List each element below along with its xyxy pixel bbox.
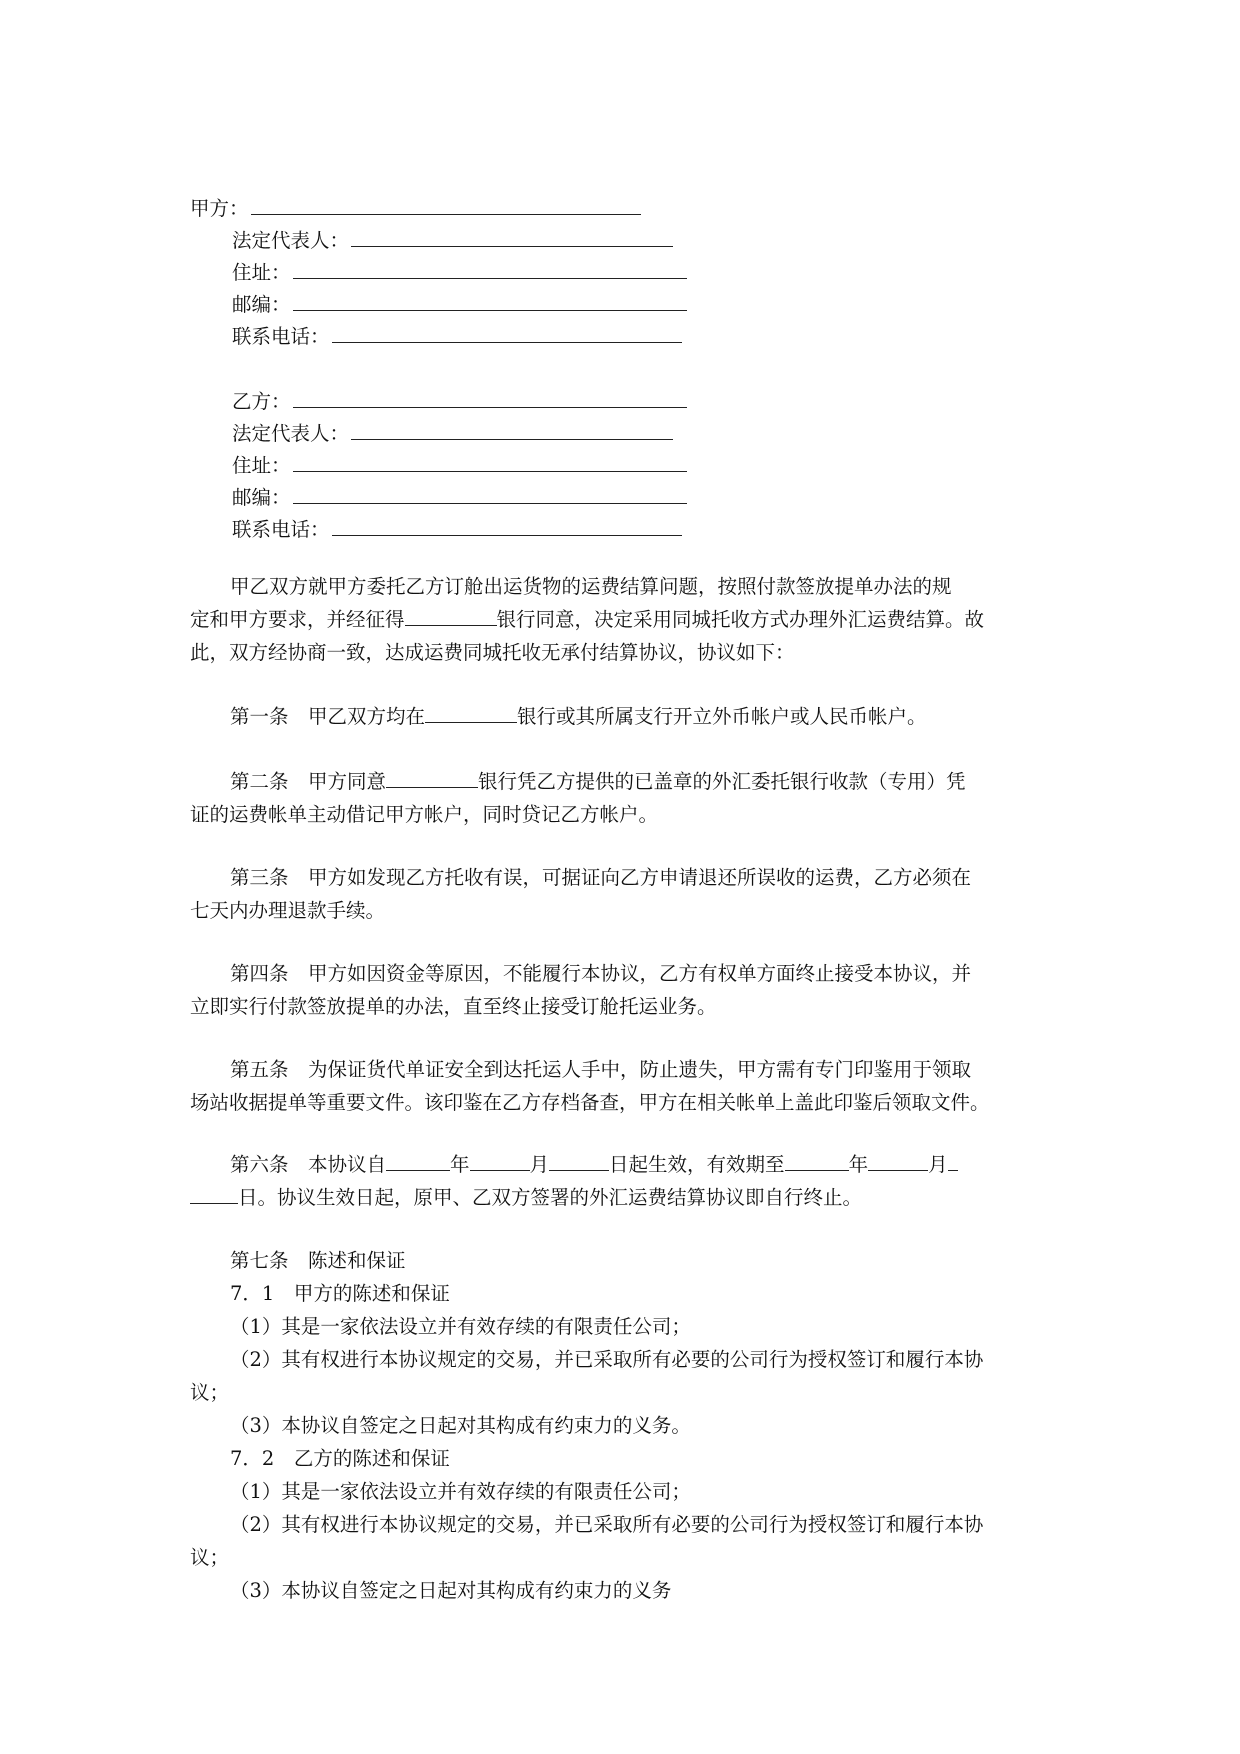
party-a-postcode-line [232,292,687,317]
section-7-1-item-2a: （2）其有权进行本协议规定的交易，并已采取所有必要的公司行为授权签订和履行本协 [230,1348,984,1371]
section-7-1-item-3: （3）本协议自签定之日起对其构成有约束力的义务。 [230,1414,691,1437]
party-b-postcode-blank[interactable] [293,485,687,504]
article-3-line-1: 第三条 甲方如发现乙方托收有误，可据证向乙方申请退还所误收的运费，乙方必须在 [230,866,972,889]
party-a-postcode-blank[interactable] [293,292,687,311]
party-a-phone-label: 联系电话： [232,325,330,348]
section-7-2-item-1: （1）其是一家依法设立并有效存续的有限责任公司； [230,1480,691,1503]
party-a-address-line [232,260,687,285]
party-b-postcode-label: 邮编： [232,486,291,509]
party-a-rep-blank[interactable] [351,228,673,247]
article-5-line-1: 第五条 为保证货代单证安全到达托运人手中，防止遗失，甲方需有专门印鉴用于领取 [230,1058,972,1081]
party-a-rep-line [232,228,673,253]
article-3 [190,861,1080,927]
party-a-title-line [190,196,641,221]
section-7-2-item-2b: 议； [190,1546,230,1569]
section-7-1-item-2b: 议； [190,1381,230,1404]
start-year-blank[interactable] [386,1152,450,1171]
article-1-line [190,700,1080,733]
party-b-name-blank[interactable] [293,389,687,408]
article-4-line-1: 第四条 甲方如因资金等原因，不能履行本协议，乙方有权单方面终止接受本协议，并 [230,962,972,985]
party-b-address-blank[interactable] [293,453,687,472]
intro-line-2 [190,603,1080,636]
end-year-blank[interactable] [785,1152,849,1171]
article-1-text-b: 银行或其所属支行开立外币帐户或人民币帐户。 [517,705,927,728]
article-6-line-2 [190,1181,1080,1214]
party-a-name-blank[interactable] [251,196,641,215]
party-a-phone-blank[interactable] [332,324,682,343]
article-6-month-1: 月 [529,1153,550,1176]
party-a-title: 甲方： [190,197,249,220]
article-3-line-2: 七天内办理退款手续。 [190,899,386,922]
party-b-address-line [232,453,687,478]
section-7-2-title: 7．2 乙方的陈述和保证 [230,1447,450,1470]
article-2-line-2: 证的运费帐单主动借记甲方帐户，同时贷记乙方帐户。 [190,803,659,826]
article-7-title: 第七条 陈述和保证 [230,1249,406,1272]
intro-text-2a: 定和甲方要求，并经征得 [190,608,405,631]
end-month-blank[interactable] [868,1152,928,1171]
article-6-day-1: 日起生效，有效期至 [609,1153,785,1176]
article-1-text-a: 第一条 甲乙双方均在 [230,705,426,728]
party-a-postcode-label: 邮编： [232,293,291,316]
article-2-text-b: 银行凭乙方提供的已盖章的外汇委托银行收款（专用）凭 [478,770,966,793]
article-2 [190,765,1080,831]
intro-line-1: 甲乙双方就甲方委托乙方订舱出运货物的运费结算问题，按照付款签放提单办法的规 [230,575,952,598]
article-5 [190,1053,1080,1119]
article-2-bank-blank[interactable] [386,769,478,788]
intro-paragraph [190,570,1080,669]
party-b-address-label: 住址： [232,454,291,477]
party-b-rep-blank[interactable] [351,421,673,440]
party-b-phone-line [232,517,682,542]
section-7-2-item-2a: （2）其有权进行本协议规定的交易，并已采取所有必要的公司行为授权签订和履行本协 [230,1513,984,1536]
party-a-address-label: 住址： [232,261,291,284]
article-5-line-2: 场站收据提单等重要文件。该印鉴在乙方存档备查，甲方在相关帐单上盖此印鉴后领取文件。 [190,1091,990,1114]
intro-line-3: 此，双方经协商一致，达成运费同城托收无承付结算协议，协议如下： [190,641,795,664]
article-6-year-1: 年 [450,1153,470,1176]
section-7-1-title: 7．1 甲方的陈述和保证 [230,1282,450,1305]
party-b-title-line [232,389,687,414]
start-day-blank[interactable] [549,1152,609,1171]
party-a-address-blank[interactable] [293,260,687,279]
party-a-rep-label: 法定代表人： [232,229,350,252]
intro-bank-blank[interactable] [405,607,497,626]
end-day-blank-a[interactable] [948,1152,958,1171]
party-b-title: 乙方： [232,390,291,413]
article-6 [190,1148,1080,1214]
end-day-blank-b[interactable] [190,1185,238,1204]
section-7-2-item-3: （3）本协议自签定之日起对其构成有约束力的义务 [230,1579,672,1602]
article-6-year-2: 年 [848,1153,869,1176]
party-b-phone-label: 联系电话： [232,518,330,541]
article-4-line-2: 立即实行付款签放提单的办法，直至终止接受订舱托运业务。 [190,995,717,1018]
party-a-phone-line [232,324,682,349]
article-6-text-a: 第六条 本协议自 [230,1153,387,1176]
section-7-1-item-1: （1）其是一家依法设立并有效存续的有限责任公司； [230,1315,691,1338]
party-b-phone-blank[interactable] [332,517,682,536]
party-b-postcode-line [232,485,687,510]
article-2-line-1 [190,765,1080,798]
intro-text-2b: 银行同意，决定采用同城托收方式办理外汇运费结算。故 [496,608,985,631]
party-b-rep-line [232,421,673,446]
article-4 [190,957,1080,1023]
article-6-text-b: 日。协议生效日起，原甲、乙双方签署的外汇运费结算协议即自行终止。 [238,1186,863,1209]
article-7 [190,1244,1080,1607]
party-b-rep-label: 法定代表人： [232,422,350,445]
article-6-month-2: 月 [928,1153,948,1176]
start-month-blank[interactable] [470,1152,530,1171]
article-1 [190,700,1080,733]
article-2-text-a: 第二条 甲方同意 [230,770,387,793]
article-1-bank-blank[interactable] [425,704,517,723]
article-6-line-1 [190,1148,1080,1181]
